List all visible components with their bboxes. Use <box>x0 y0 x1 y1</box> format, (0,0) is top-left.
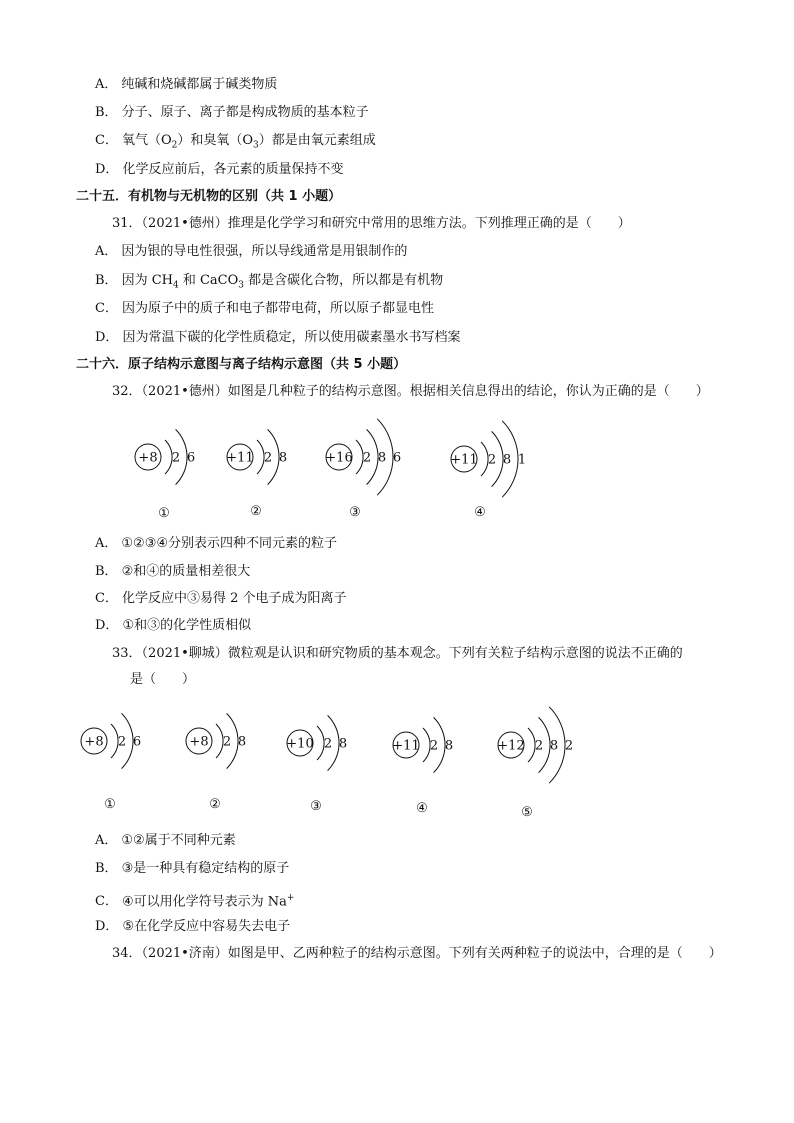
shell-electron-count: 8 <box>502 452 512 468</box>
nucleus-charge: +10 <box>286 736 314 752</box>
option-text: ）都是由氧元素组成 <box>258 133 376 148</box>
q32-option-a <box>95 535 337 553</box>
shell-electron-count: 8 <box>278 450 288 466</box>
q32-option-b <box>95 563 250 581</box>
option-text: ②和④的质量相差很大 <box>121 564 251 579</box>
option-text: 都是含碳化合物，所以都是有机物 <box>244 273 444 288</box>
shell-electron-count: 2 <box>222 734 232 750</box>
shell-electron-count: 8 <box>338 736 348 752</box>
option-label: A． <box>95 244 118 259</box>
atom-diagram <box>226 429 287 519</box>
option-label: B． <box>95 105 118 120</box>
q31-option-b <box>95 272 443 295</box>
q32-option-c <box>95 590 347 608</box>
option-label: A． <box>95 833 118 848</box>
diagram-number-label: ③ <box>310 799 322 814</box>
q31-option-a <box>95 243 407 261</box>
shell-electron-count: 2 <box>117 734 127 750</box>
shell-electron-count: 2 <box>171 450 181 466</box>
shell-electron-count: 2 <box>263 450 273 466</box>
option-text: ③是一种具有稳定结构的原子 <box>121 861 290 876</box>
option-label: D． <box>95 618 119 633</box>
shell-electron-count: 2 <box>564 738 574 754</box>
q32-atom-diagrams <box>0 405 794 530</box>
diagram-number-label: ③ <box>349 505 361 520</box>
nucleus-charge: +16 <box>325 450 353 466</box>
option-c <box>95 132 376 155</box>
nucleus-charge: +8 <box>189 734 209 750</box>
shell-electron-count: 6 <box>392 450 402 466</box>
atom-diagram <box>497 707 573 820</box>
option-label: D． <box>95 162 119 177</box>
shell-electron-count: 2 <box>534 738 544 754</box>
option-text: 因为原子中的质子和电子都带电荷，所以原子都显电性 <box>121 301 434 316</box>
option-text: ①和③的化学性质相似 <box>122 618 252 633</box>
q33-atom-diagrams <box>0 695 794 825</box>
diagram-number-label: ② <box>250 504 262 519</box>
q31-option-c <box>95 300 434 318</box>
diagram-number-label: ④ <box>416 801 428 816</box>
atom-diagram <box>392 717 453 816</box>
option-text: 分子、原子、离子都是构成物质的基本粒子 <box>121 105 369 120</box>
option-label: C． <box>95 301 118 316</box>
atom-diagram <box>450 421 526 520</box>
diagram-number-label: ⑤ <box>521 805 533 820</box>
shell-electron-count: 8 <box>549 738 559 754</box>
option-text: ④可以用化学符号表示为 Na <box>121 894 287 910</box>
question-33-stem-line2: 是（ ） <box>130 672 196 687</box>
option-text: 纯碱和烧碱都属于碱类物质 <box>121 77 278 92</box>
superscript: + <box>286 893 295 903</box>
shell-electron-count: 2 <box>323 736 333 752</box>
shell-electron-count: 1 <box>517 452 527 468</box>
option-label: D． <box>95 919 119 934</box>
question-33-stem-line1: 33．（2021•聊城）微粒观是认识和研究物质的基本观念。下列有关粒子结构示意图的说法不正确的 <box>112 646 683 661</box>
option-text: 氧气（O <box>121 133 172 148</box>
atom-diagram <box>81 713 141 812</box>
diagram-number-label: ① <box>158 506 170 521</box>
q31-option-d <box>95 329 460 347</box>
q33-option-c <box>95 889 294 911</box>
option-text: ①②属于不同种元素 <box>121 833 236 848</box>
option-text: ）和臭氧（O <box>177 133 254 148</box>
option-text: 因为常温下碳的化学性质稳定，所以使用碳素墨水书写档案 <box>122 330 461 345</box>
q33-option-a <box>95 832 236 850</box>
option-label: C． <box>95 591 118 606</box>
option-label: C． <box>95 133 118 148</box>
atom-diagram <box>186 713 246 812</box>
shell-electron-count: 8 <box>444 738 454 754</box>
q33-option-b <box>95 860 289 878</box>
shell-electron-count: 8 <box>237 734 247 750</box>
option-text: 因为银的导电性很强，所以导线通常是用银制作的 <box>121 244 408 259</box>
nucleus-charge: +12 <box>497 738 525 754</box>
option-b <box>95 104 369 122</box>
q33-option-d <box>95 918 290 936</box>
atom-diagram <box>135 429 195 521</box>
option-text: ⑤在化学反应中容易失去电子 <box>122 919 291 934</box>
subscript: 3 <box>238 280 245 291</box>
shell-electron-count: 2 <box>362 450 372 466</box>
option-label: A． <box>95 536 118 551</box>
option-text: 和 CaCO <box>178 273 239 288</box>
question-31-stem: 31．（2021•德州）推理是化学学习和研究中常用的思维方法。下列推理正确的是（ ） <box>112 216 631 231</box>
option-label: B． <box>95 273 118 288</box>
option-label: D． <box>95 330 119 345</box>
option-label: C． <box>95 894 118 910</box>
option-d <box>95 161 343 179</box>
option-label: A． <box>95 77 118 92</box>
diagram-number-label: ② <box>209 797 221 812</box>
shell-electron-count: 2 <box>487 452 497 468</box>
q32-option-d <box>95 617 251 635</box>
option-text: 化学反应前后，各元素的质量保持不变 <box>122 162 344 177</box>
section-heading-25: 二十五．有机物与无机物的区别（共 1 小题） <box>76 189 342 204</box>
atom-diagram <box>325 419 401 520</box>
option-text: 因为 CH <box>121 273 173 288</box>
shell-electron-count: 6 <box>132 734 142 750</box>
section-heading-26: 二十六．原子结构示意图与离子结构示意图（共 5 小题） <box>76 357 407 372</box>
subscript: 4 <box>172 280 179 291</box>
question-34-stem: 34．（2021•济南）如图是甲、乙两种粒子的结构示意图。下列有关两种粒子的说法中，合理的是（ ） <box>112 946 722 961</box>
question-32-stem: 32．（2021•德州）如图是几种粒子的结构示意图。根据相关信息得出的结论，你认为正确的是（ ） <box>112 384 709 399</box>
nucleus-charge: +8 <box>84 734 104 750</box>
option-label: B． <box>95 564 118 579</box>
subscript: 3 <box>253 140 259 151</box>
option-text: 化学反应中③易得 2 个电子成为阳离子 <box>121 591 347 606</box>
diagram-number-label: ④ <box>474 505 486 520</box>
nucleus-charge: +8 <box>138 450 158 466</box>
nucleus-charge: +11 <box>392 738 420 754</box>
shell-electron-count: 8 <box>377 450 387 466</box>
subscript: 2 <box>171 140 178 151</box>
diagram-number-label: ① <box>104 797 116 812</box>
option-label: B． <box>95 861 118 876</box>
shell-electron-count: 2 <box>429 738 439 754</box>
nucleus-charge: +11 <box>450 452 478 468</box>
atom-diagram <box>286 715 347 814</box>
option-text: ①②③④分别表示四种不同元素的粒子 <box>121 536 338 551</box>
shell-electron-count: 6 <box>186 450 196 466</box>
option-a <box>95 76 277 94</box>
nucleus-charge: +11 <box>226 450 254 466</box>
